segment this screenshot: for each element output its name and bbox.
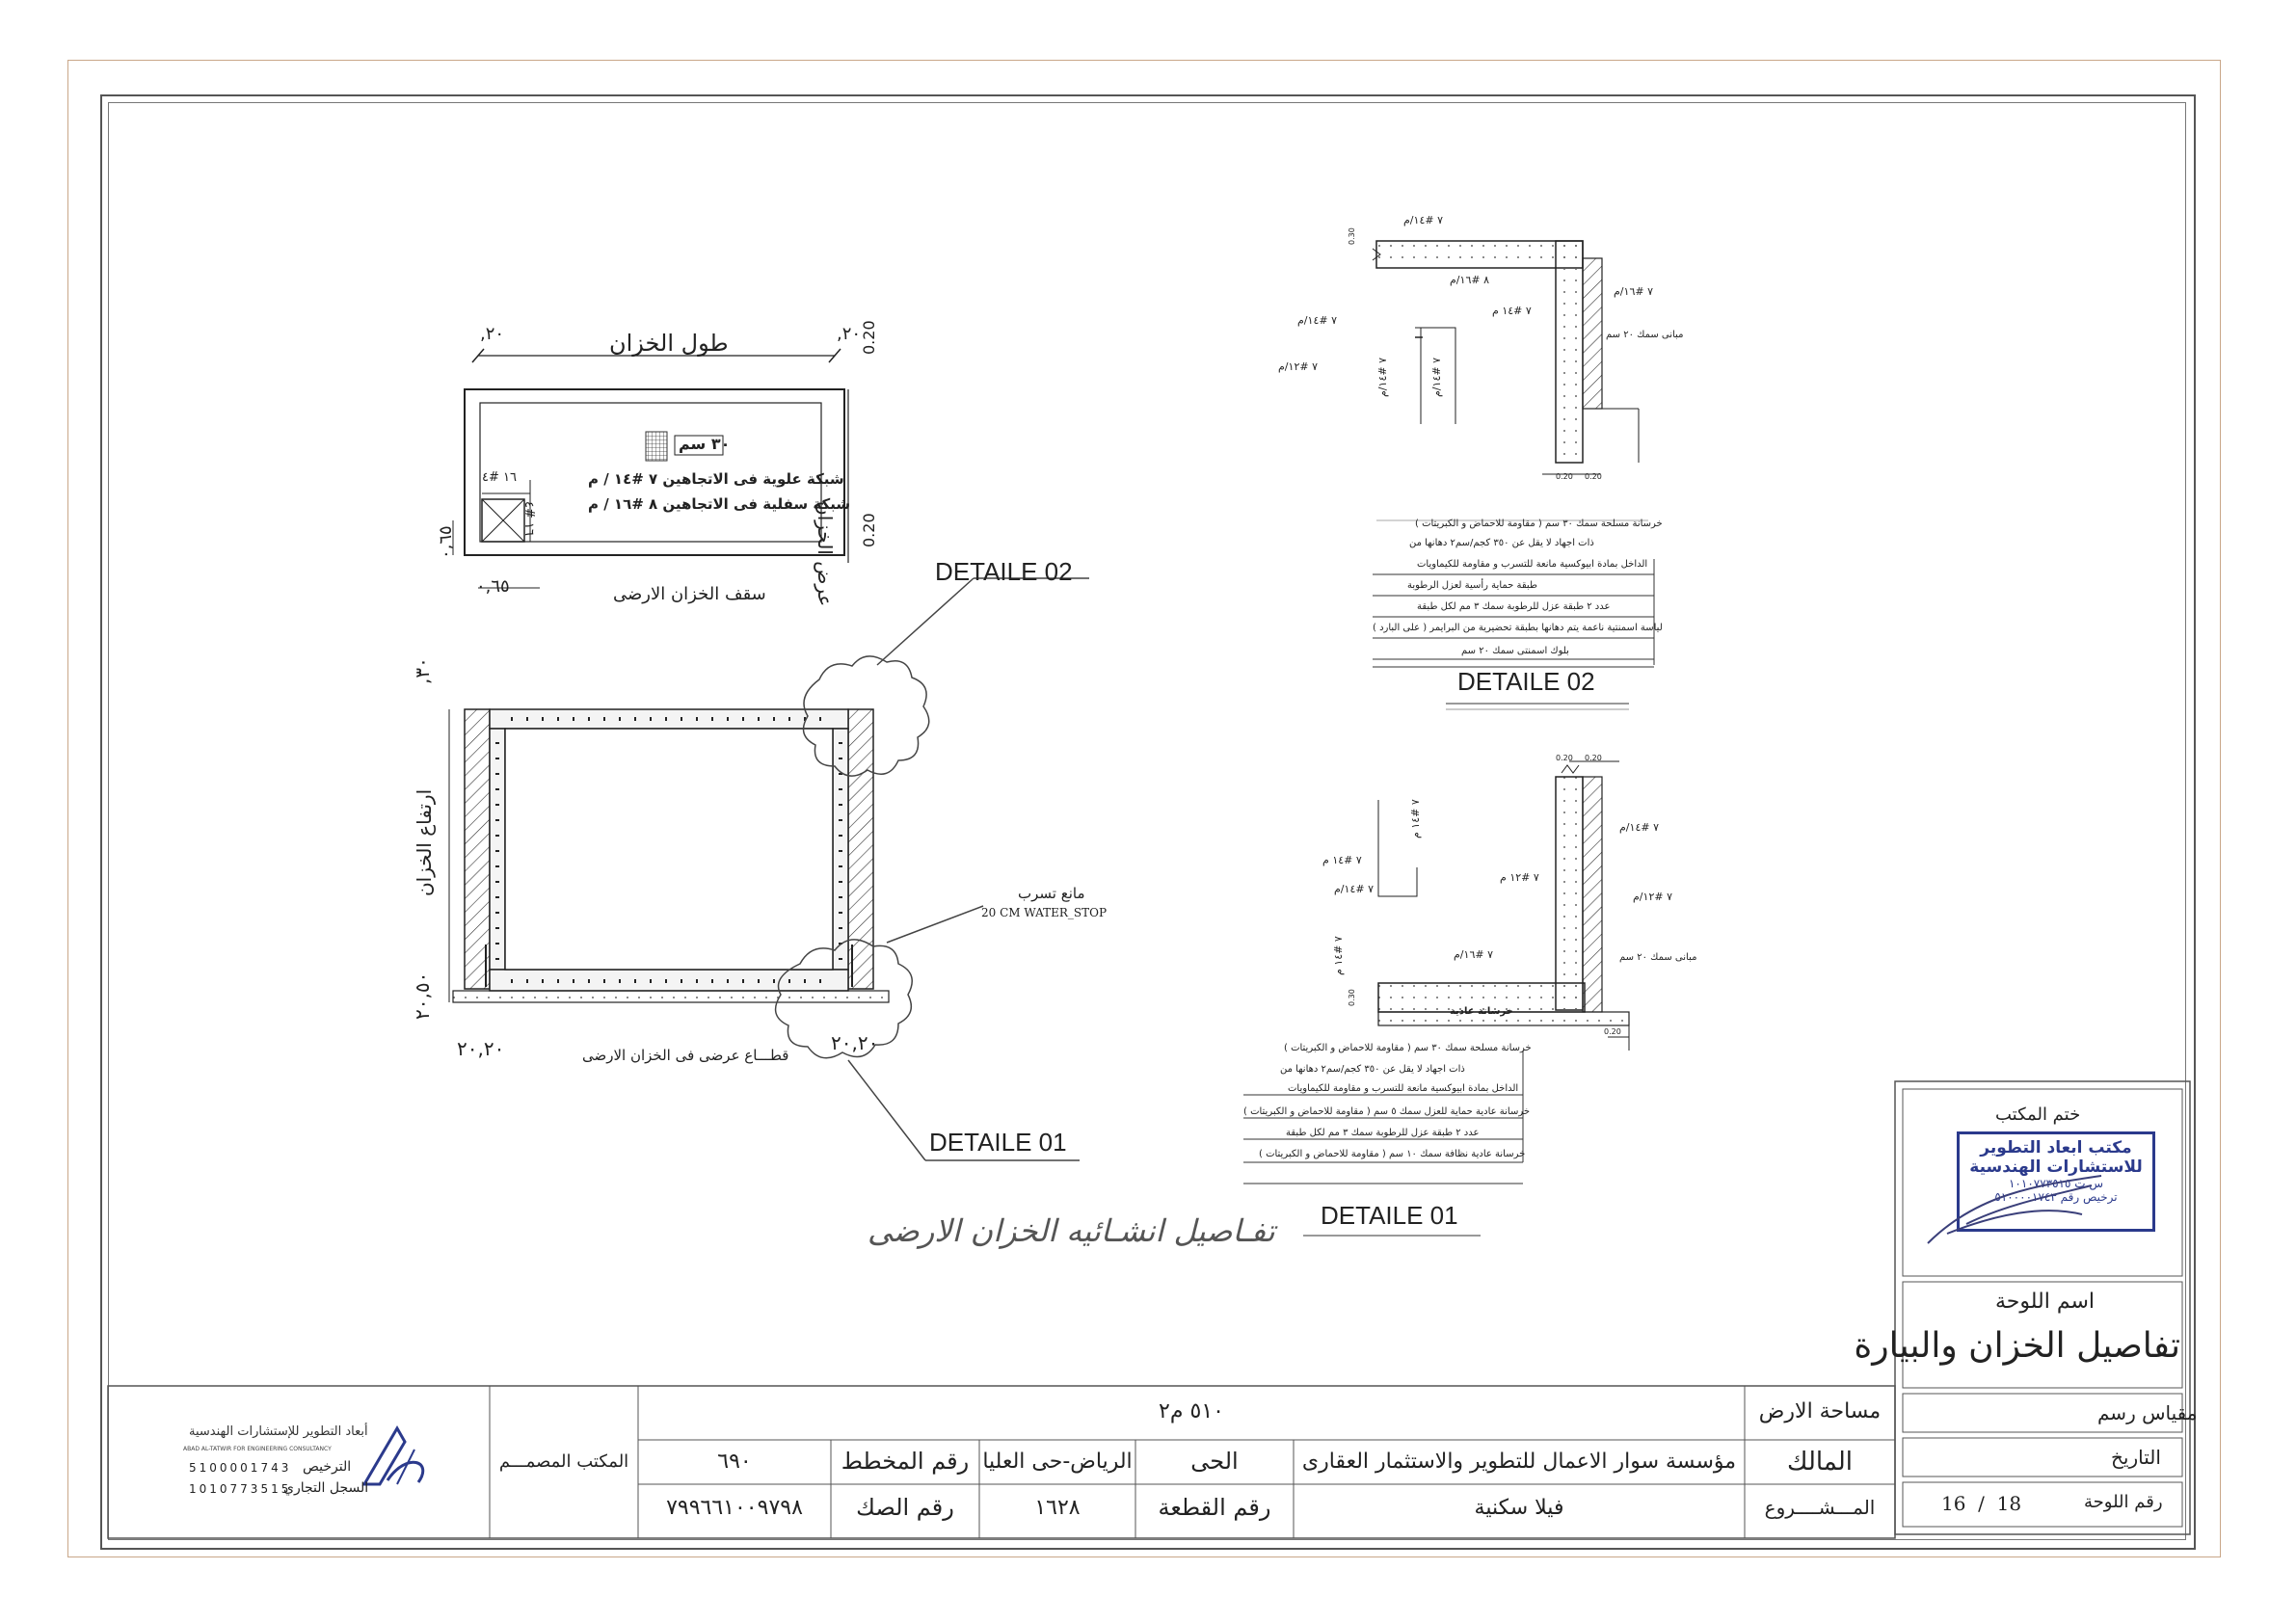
sheet-name: تفاصيل الخزان والبيارة [1854,1326,2180,1366]
detail-01-title: DETAILE 01 [1321,1201,1458,1230]
d2-note-5: عدد ٢ طبقة عزل للرطوبة سمك ٣ مم لكل طبقة [1417,601,1611,612]
stamp-line-2: للاستشارات الهندسية [1969,1157,2143,1177]
d2-note-1: خرسانة مسلحة سمك ٣٠ سم ( مقاومة للاحماض و الكبريتات ) [1415,519,1663,529]
d1-note-3: الداخل بمادة ابيوكسية مانعة للتسرب و مقاومة للكيماويات [1288,1083,1519,1094]
district-label: الحى [1190,1448,1239,1475]
cr-label: السجل التجاري [283,1480,369,1496]
stamp-line-1: مكتب ابعاد التطوير [1980,1138,2132,1157]
dim-side-top: 0.20 [860,320,878,355]
waterstop-label-ar: مانع تسرب [1018,885,1085,902]
sheet-number: 16 / 18 [1941,1492,2022,1515]
d1-dim-3: 0.30 [1348,989,1356,1006]
dim-base-right: ٢٠,٢٠ [831,1031,879,1054]
d2-note-7: بلوك اسمنتى سمك ٢٠ سم [1461,646,1569,656]
opening-bar-h: ١٦ #٤ [482,470,517,485]
drawing-title: تفـاصيل انشـائيه الخزان الارضى [868,1212,1275,1249]
d1-dim-1: 0.20 [1556,754,1573,762]
company-name-en: ABAD AL-TATWIR FOR ENGINEERING CONSULTANCY [183,1446,332,1452]
d1-dim-4: 0.20 [1604,1027,1621,1036]
sheet-no: 16 [1941,1492,1966,1515]
dim-side-bottom: 0.20 [860,513,878,547]
d1-bar-3: ٧ #١٤/م [1334,883,1374,895]
d1-note-1: خرسانة مسلحة سمك ٣٠ سم ( مقاومة للاحماض و الكبريتات ) [1284,1043,1532,1053]
company-logo-icon [359,1423,436,1490]
d2-bar-2: ٨ #١٦/م [1450,274,1489,286]
dim-base-left: ٢٠,٢٠ [457,1037,505,1060]
dim-left-side: ٠,٦٥ [436,525,456,559]
d1-bar-5: ٧ #١٤/م [1619,821,1659,834]
district-value: الرياض-حى العليا [982,1450,1133,1474]
designer-label: المكتب المصمـــم [498,1451,629,1472]
tank-roof-plan [453,349,851,588]
office-stamp-label: ختم المكتب [1995,1104,2081,1125]
d1-bar-1: ٧ #١٤ م [1409,799,1422,838]
d2-bar-5: ٧ #١٤/م [1297,314,1337,327]
d1-bar-2: ٧ #١٤ م [1322,854,1362,866]
d1-note-5: عدد ٢ طبقة عزل للرطوبة سمك ٣ مم لكل طبقة [1286,1128,1480,1138]
d1-wall-note: مبانى سمك ٢٠ سم [1619,952,1697,963]
d2-bar-4: ٧ #١٦/م [1614,285,1653,298]
d1-lean-label: خرسانة عادية [1450,1006,1513,1017]
d2-note-4: طبقة حماية رأسية لعزل الرطوبة [1407,580,1537,591]
project-label: المـــشــــروع [1764,1496,1876,1519]
d1-bar-8: ٧ #١٤ م [1332,936,1345,975]
slab-thickness: ٣٠ سم [679,435,731,453]
tank-length-label: طول الخزان [609,330,729,357]
opening-bar-v: ١٦ #٤ [521,501,536,536]
d2-dim-3: 0.20 [1585,472,1602,481]
dim-section-top: ٣٠, [411,657,434,684]
sheet-name-label: اسم اللوحة [1995,1290,2096,1314]
project-value: فيلا سكنية [1474,1496,1564,1520]
plot-value: ١٦٢٨ [1034,1496,1081,1520]
detail-02-title: DETAILE 02 [1457,667,1595,696]
license-label: الترخيص [303,1459,352,1475]
mesh-bottom-note: شبكة سفلية فى الاتجاهين ٨ #١٦ / م [588,495,851,513]
plot-label: رقم القطعة [1158,1494,1271,1521]
d2-note-3: الداخل بمادة ابيوكسية مانعة للتسرب و مقاومة للكيماويات [1417,559,1648,570]
signature-icon [1918,1157,2111,1253]
d2-bar-1: ٧ #١٤/م [1403,214,1443,226]
d2-bar-3: ٧ #١٤ م [1492,305,1532,317]
d2-note-6: لياسة اسمنتية ناعمة يتم دهانها بطبقة تحضيرية من البرايمر ( على البارد ) [1373,623,1663,633]
area-label: مساحة الارض [1758,1399,1882,1423]
d2-wall-note: مبانى سمك ٢٠ سم [1606,330,1684,340]
section-caption: قطـــاع عرضى فى الخزان الارضى [582,1047,789,1064]
d2-note-2: ذات اجهاد لا يقل عن ٣٥٠ كجم/سم٢ دهانها من [1409,538,1594,548]
roof-plan-caption: سقف الخزان الارضى [613,584,766,604]
sheet-no-label: رقم اللوحة [2084,1492,2163,1512]
stamp-line-4: ترخيص رقم ٥١٠٠٠٠١٧٤٣ [1994,1190,2118,1204]
mesh-top-note: شبكة علوية فى الاتجاهين ٧ #١٤ / م [588,470,844,488]
plan-no-label: رقم المخطط [841,1448,970,1475]
date-label: التاريخ [2111,1446,2161,1469]
tank-section [449,709,889,1002]
license-no: 5100001743 [189,1461,292,1475]
detail-02-drawing [1373,241,1648,520]
stamp-line-3: س ت ١٠١٠٧٧٣٥١٥ [2008,1177,2104,1190]
d1-note-2: ذات اجهاد لا يقل عن ٣٥٠ كجم/سم٢ دهانها من [1280,1064,1465,1075]
d2-bar-7: ٧ #١٤/م [1376,358,1389,397]
dim-left-top: ٢٠, [480,324,505,344]
d1-note-4: خرسانة عادية حماية للعزل سمك ٥ سم ( مقاومة للاحماض و الكبريتات ) [1243,1106,1531,1117]
sheet-total: 18 [1996,1492,2022,1515]
dim-bottom: ٠,٦٥ [476,576,510,597]
deed-label: رقم الصك [856,1494,954,1521]
plan-no-value: ٦٩٠ [717,1450,752,1474]
dim-right-top: ٢٠, [837,324,862,344]
d2-bar-8: ٧ #١٤/م [1430,358,1443,397]
d1-bar-4: ٧ #١٢ م [1500,871,1539,884]
d2-dim-2: 0.20 [1556,472,1573,481]
callout-detail-02: DETAILE 02 [935,557,1073,586]
owner-label: المالك [1787,1448,1853,1477]
dim-section-bottom-left: ٢٠,٥٠ [411,971,434,1020]
scale-label: مقياس رسم [2097,1401,2198,1424]
d1-bar-6: ٧ #١٢/م [1633,891,1672,903]
waterstop-label-en: 20 CM WATER_STOP [981,906,1108,919]
area-value: ٥١٠ م٢ [1159,1399,1224,1423]
tank-width-label: عرض الخزان [814,501,837,607]
d1-note-6: خرسانة عادية نظافة سمك ١٠ سم ( مقاومة للاحماض و الكبريتات ) [1259,1149,1526,1159]
owner-value: مؤسسة سوار الاعمال للتطوير والاستثمار العقارى [1301,1450,1737,1474]
tank-height-label: ارتفاع الخزان [413,788,436,896]
cr-no: 1010773515 [189,1482,292,1496]
d2-dim-1: 0.30 [1348,227,1356,245]
d2-bar-6: ٧ #١٢/م [1278,360,1318,373]
callout-detail-01: DETAILE 01 [929,1128,1067,1157]
deed-value: ٧٩٩٦٦١٠٠٩٧٩٨ [666,1496,803,1520]
d1-bar-7: ٧ #١٦/م [1454,948,1493,961]
company-name-ar: أبعاد التطوير للإستشارات الهندسية [189,1424,368,1439]
d1-dim-2: 0.20 [1585,754,1602,762]
